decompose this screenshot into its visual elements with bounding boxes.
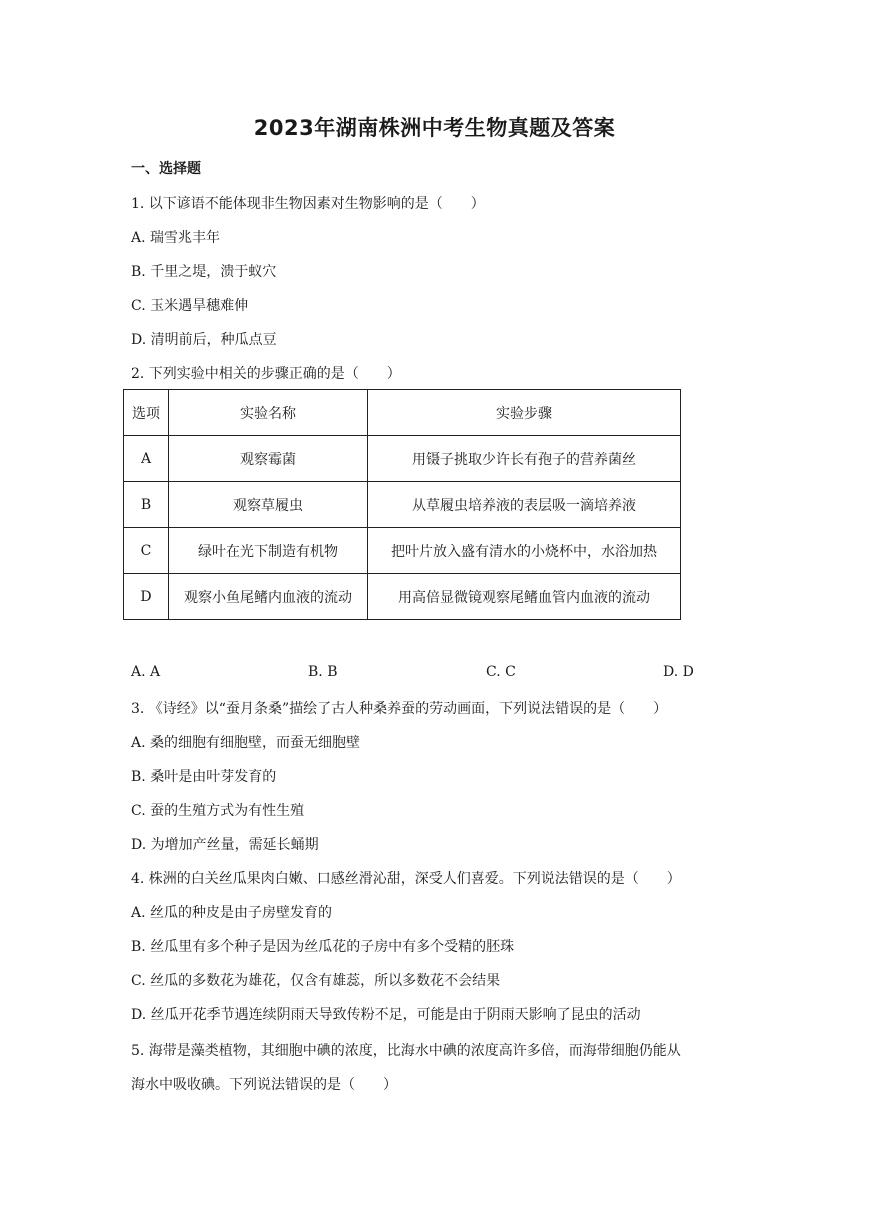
table-row xyxy=(124,574,681,620)
page-title: 2023年湖南株洲中考生物真题及答案 xyxy=(253,116,616,140)
question-3-option-b: B. 桑叶是由叶芽发育的 xyxy=(131,769,277,785)
question-5-stem-line-1: 5. 海带是藻类植物，其细胞中碘的浓度，比海水中碘的浓度高许多倍，而海带细胞仍能从 xyxy=(131,1043,681,1059)
question-2-option-c: C. C xyxy=(486,664,516,680)
table-row xyxy=(124,482,681,528)
question-4-stem: 4. 株洲的白关丝瓜果肉白嫩、口感丝滑沁甜，深受人们喜爱。下列说法错误的是（ ） xyxy=(131,871,681,887)
table-header-cell: 实验名称 xyxy=(169,390,368,436)
question-2-option-b: B. B xyxy=(308,664,338,680)
question-5-stem-line-2: 海水中吸收碘。下列说法错误的是（ ） xyxy=(131,1077,397,1093)
question-4-option-b: B. 丝瓜里有多个种子是因为丝瓜花的子房中有多个受精的胚珠 xyxy=(131,939,515,955)
question-4-option-a: A. 丝瓜的种皮是由子房壁发育的 xyxy=(131,905,333,921)
table-cell: C xyxy=(124,528,169,574)
table-cell: 用镊子挑取少许长有孢子的营养菌丝 xyxy=(368,436,681,482)
question-1-stem: 1. 以下谚语不能体现非生物因素对生物影响的是（ ） xyxy=(131,196,485,212)
question-1-option-c: C. 玉米遇旱穗难伸 xyxy=(131,298,249,314)
table-cell: 把叶片放入盛有清水的小烧杯中，水浴加热 xyxy=(368,528,681,574)
question-4-option-c: C. 丝瓜的多数花为雄花，仅含有雄蕊，所以多数花不会结果 xyxy=(131,973,501,989)
table-cell: 用高倍显微镜观察尾鳍血管内血液的流动 xyxy=(368,574,681,620)
section-heading: 一、选择题 xyxy=(131,161,201,177)
table-row xyxy=(124,436,681,482)
question-1-option-d: D. 清明前后，种瓜点豆 xyxy=(131,332,277,348)
table-cell: 观察霉菌 xyxy=(169,436,368,482)
table-cell: A xyxy=(124,436,169,482)
question-3-option-a: A. 桑的细胞有细胞壁，而蚕无细胞壁 xyxy=(131,735,361,751)
question-2-stem: 2. 下列实验中相关的步骤正确的是（ ） xyxy=(131,366,401,382)
table-row xyxy=(124,528,681,574)
table-cell: 从草履虫培养液的表层吸一滴培养液 xyxy=(368,482,681,528)
table-header-cell: 选项 xyxy=(124,390,169,436)
table-cell: 观察草履虫 xyxy=(169,482,368,528)
question-4-option-d: D. 丝瓜开花季节遇连续阴雨天导致传粉不足，可能是由于阴雨天影响了昆虫的活动 xyxy=(131,1007,641,1023)
experiment-table xyxy=(123,389,681,620)
table-header-row xyxy=(124,390,681,436)
question-3-option-d: D. 为增加产丝量，需延长蛹期 xyxy=(131,837,319,853)
table-header-cell: 实验步骤 xyxy=(368,390,681,436)
question-1-option-a: A. 瑞雪兆丰年 xyxy=(131,230,221,246)
table-cell: 绿叶在光下制造有机物 xyxy=(169,528,368,574)
question-2-option-d: D. D xyxy=(663,664,694,680)
question-2-option-a: A. A xyxy=(131,664,161,680)
table-cell: D xyxy=(124,574,169,620)
question-1-option-b: B. 千里之堤，溃于蚁穴 xyxy=(131,264,277,280)
question-3-option-c: C. 蚕的生殖方式为有性生殖 xyxy=(131,803,305,819)
question-3-stem: 3. 《诗经》以“蚕月条桑”描绘了古人种桑养蚕的劳动画面，下列说法错误的是（ ） xyxy=(131,701,668,717)
table-cell: 观察小鱼尾鳍内血液的流动 xyxy=(169,574,368,620)
table-cell: B xyxy=(124,482,169,528)
